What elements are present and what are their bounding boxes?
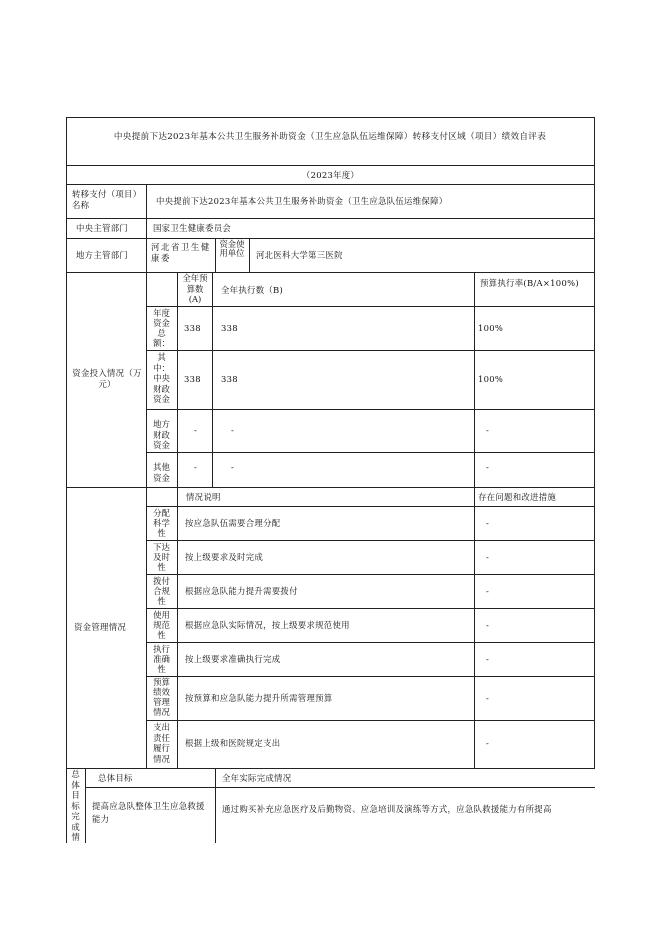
central-dept-label: 中央主管部门 [76, 223, 129, 233]
header-executed: 全年执行数（B) [221, 285, 284, 295]
management-issue: - [486, 654, 490, 664]
management-issue: - [486, 620, 490, 630]
management-issue: - [486, 693, 490, 703]
project-name-value: 中央提前下达2023年基本公共卫生服务补助资金（卫生应急队伍运维保障） [156, 196, 448, 206]
funding-rate: - [486, 425, 490, 435]
funding-row-label: 其他资金 [153, 462, 170, 483]
management-row-label: 预算绩效管理情况 [153, 677, 170, 717]
funding-row-label: 年度资金总额： [153, 308, 170, 348]
report-year: （2023年度） [301, 170, 360, 180]
management-desc: 按预算和应急队能力提升所需管理预算 [185, 693, 333, 703]
goal-text: 提高应急队整体卫生应急救援能力 [92, 801, 205, 824]
management-desc: 根据上级和医院规定支出 [185, 738, 281, 748]
management-desc: 根据应急队能力提升需要拨付 [185, 586, 298, 596]
management-desc: 按上级要求准确执行完成 [185, 654, 281, 664]
fund-unit-label: 资金使用单位 [219, 239, 245, 258]
local-dept-value: 河北省卫生健康委 [151, 242, 211, 263]
report-title: 中央提前下达2023年基本公共卫生服务补助资金（卫生应急队伍运维保障）转移支付区域（项目）绩效自评表 [113, 132, 547, 142]
funding-row-label: 其中：中央财政资金 [153, 352, 170, 404]
header-goal: 总体目标 [98, 773, 133, 783]
actual-text: 通过购买补充应急医疗及后勤物资、应急培训及演练等方式，应急队救援能力有所提高 [222, 804, 552, 814]
management-issue: - [486, 586, 490, 596]
funding-budget: - [194, 425, 198, 435]
management-issue: - [486, 552, 490, 562]
funding-rate: 100% [478, 323, 504, 333]
header-rate: 预算执行率(B/A×100%) [480, 278, 579, 288]
goals-section-label: 总体目标完成情 [71, 769, 80, 842]
project-name-label: 转移支付（项目）名称 [72, 189, 142, 210]
funding-executed: 338 [221, 323, 238, 333]
funding-section-label: 资金投入情况（万元） [72, 368, 142, 389]
funding-row-label: 地方财政资金 [153, 419, 170, 450]
management-section-label: 资金管理情况 [74, 622, 127, 632]
management-issue: - [486, 518, 490, 528]
funding-budget: 338 [184, 374, 201, 384]
management-row-label: 使用规范性 [153, 610, 170, 640]
management-desc: 按上级要求及时完成 [185, 552, 264, 562]
funding-rate: 100% [478, 374, 504, 384]
management-row-label: 支出责任履行情况 [153, 722, 170, 764]
border-right [594, 117, 595, 769]
funding-budget: 338 [184, 323, 201, 333]
management-desc: 根据应急队实际情况，按上级要求规范使用 [185, 620, 350, 630]
management-desc: 按应急队伍需要合理分配 [185, 518, 281, 528]
header-issue: 存在问题和改进措施 [478, 492, 557, 502]
header-actual: 全年实际完成情况 [222, 773, 292, 783]
management-row-label: 拨付合规性 [153, 576, 170, 606]
header-desc: 情况说明 [186, 492, 221, 502]
funding-budget: - [194, 462, 198, 472]
fund-unit-value: 河北医科大学第三医院 [256, 250, 343, 260]
central-dept-value: 国家卫生健康委员会 [153, 223, 232, 233]
funding-executed: - [231, 462, 235, 472]
management-row-label: 分配科学性 [153, 508, 170, 538]
funding-executed: - [231, 425, 235, 435]
funding-executed: 338 [221, 374, 238, 384]
border-left [66, 117, 67, 843]
border-top [66, 117, 595, 118]
management-row-label: 下达及时性 [153, 542, 170, 572]
management-row-label: 执行准确性 [153, 644, 170, 674]
local-dept-label: 地方主管部门 [76, 250, 129, 260]
funding-rate: - [486, 462, 490, 472]
management-issue: - [486, 738, 490, 748]
header-budget: 全年预算数(A) [182, 273, 208, 304]
